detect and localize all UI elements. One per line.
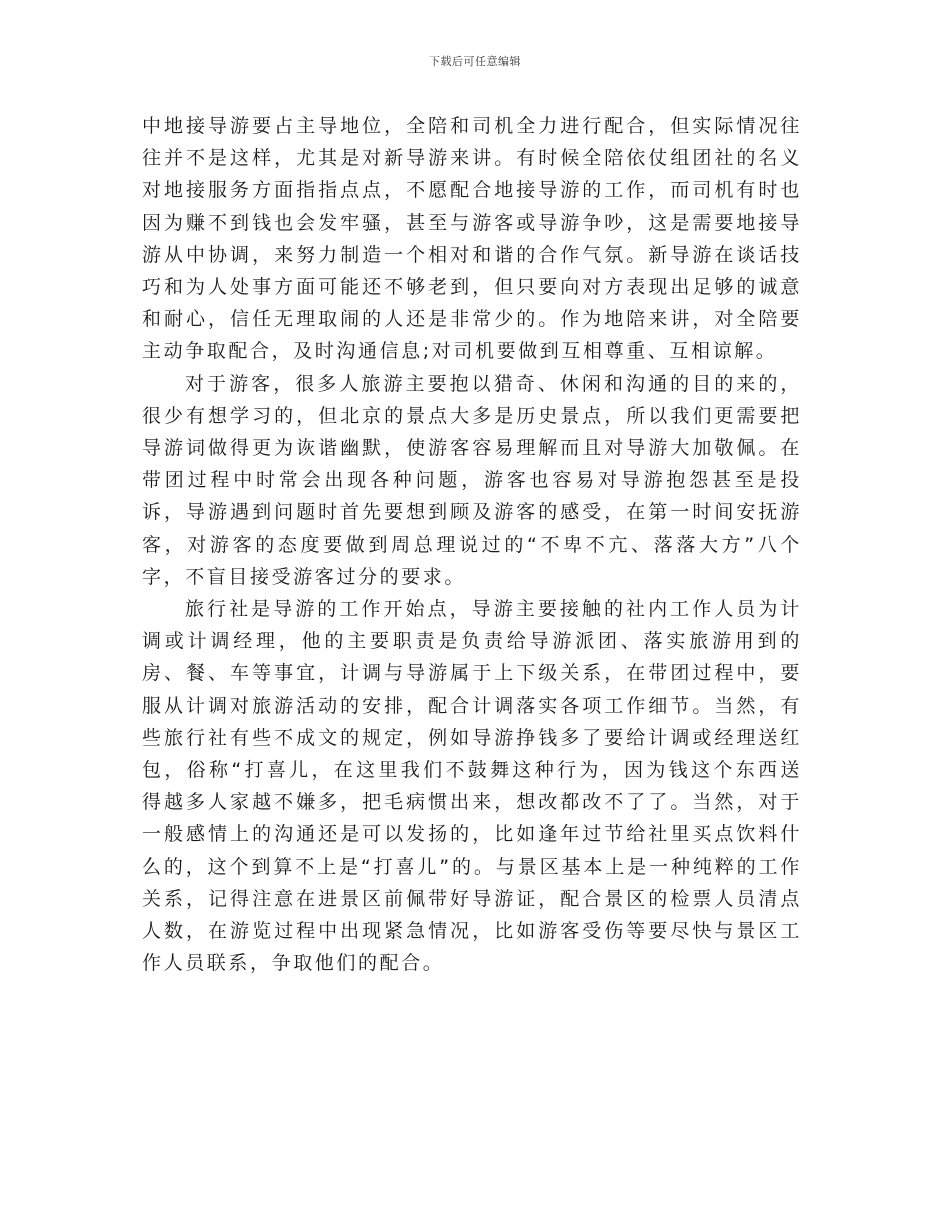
paragraph-tourists: 对于游客，很多人旅游主要抱以猎奇、休闲和沟通的目的来的，很少有想学习的，但北京的景点大多是历史景点，所以我们更需要把导游词做得更为诙谐幽默，使游客容易理解而且对导游大加敬佩。在带团过程中时常会出现各种问题，游客也容易对导游抱怨甚至是投诉，导游遇到问题时首先要想到顾及游客的感受，在第一时间安抚游客，对游客的态度要做到周总理说过的“不卑不亢、落落大方”八个字，不盲目接受游客过分的要求。 (142, 372, 802, 588)
paragraph-continued: 中地接导游要占主导地位，全陪和司机全力进行配合，但实际情况往往并不是这样，尤其是对新导游来讲。有时候全陪依仗组团社的名义对地接服务方面指指点点，不愿配合地接导游的工作，而司机有时也因为赚不到钱也会发牢骚，甚至与游客或导游争吵，这是需要地接导游从中协调，来努力制造一个相对和谐的合作气氛。新导游在谈话技巧和为人处事方面可能还不够老到，但只要向对方表现出足够的诚意和耐心，信任无理取闹的人还是非常少的。作为地陪来讲，对全陪要主动争取配合，及时沟通信息;对司机要做到互相尊重、互相谅解。 (142, 115, 802, 363)
header-note: 下载后可任意编辑 (429, 55, 521, 68)
body-text (142, 110, 802, 979)
paragraph-travel-agency: 旅行社是导游的工作开始点，导游主要接触的社内工作人员为计调或计调经理，他的主要职责是负责给导游派团、落实旅游用到的房、餐、车等事宜，计调与导游属于上下级关系，在带团过程中，要服从计调对旅游活动的安排，配合计调落实各项工作细节。当然，有些旅行社有些不成文的规定，例如导游挣钱多了要给计调或经理送红包，俗称“打喜儿，在这里我们不鼓舞这种行为，因为钱这个东西送得越多人家越不嫌多，把毛病惯出来，想改都改不了了。当然，对于一般感情上的沟通还是可以发扬的，比如逢年过节给社里买点饮料什么的，这个到算不上是“打喜儿”的。与景区基本上是一种纯粹的工作关系，记得注意在进景区前佩带好导游证，配合景区的检票人员清点人数，在游览过程中出现紧急情况，比如游客受伤等要尽快与景区工作人员联系，争取他们的配合。 (142, 598, 802, 975)
